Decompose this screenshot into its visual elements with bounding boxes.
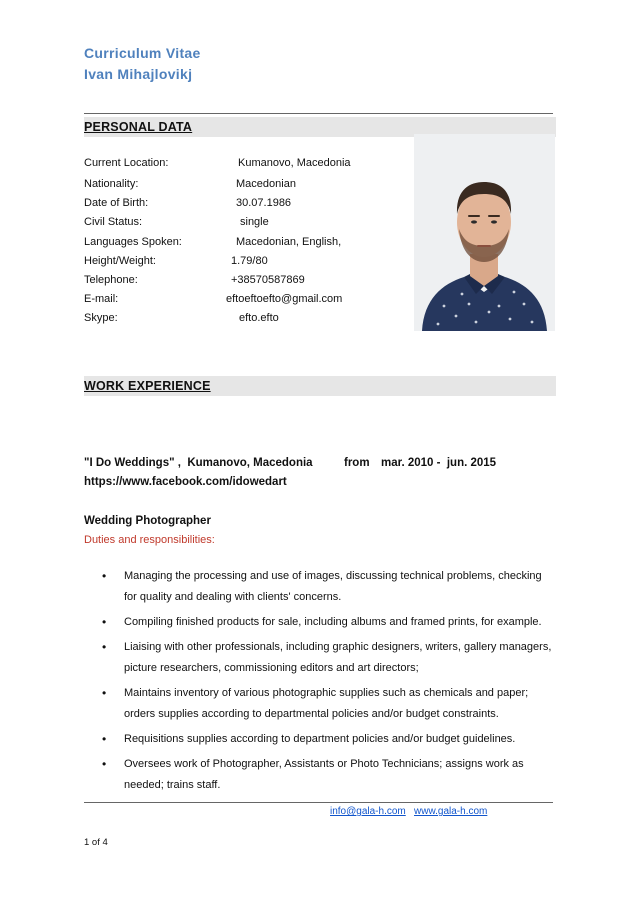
value-location: Kumanovo, Macedonia [238, 157, 351, 169]
list-item: • Liaising with other professionals, including graphic designers, writers, gallery managers, picture researchers, commissioning editors and art directors; [84, 637, 554, 679]
value-height-weight: 1.79/80 [231, 255, 268, 267]
footer-email-link[interactable]: info@gala-h.com [330, 806, 406, 817]
list-item: • Maintains inventory of various photographic supplies such as chemicals and paper; orders supplies according to departmental policies and/or budget constraints. [84, 683, 554, 725]
value-civil-status: single [240, 216, 269, 228]
header-divider [84, 113, 553, 114]
label-languages: Languages Spoken: [84, 236, 182, 248]
label-nationality: Nationality: [84, 178, 139, 190]
footer-divider [84, 802, 553, 803]
list-item: • Oversees work of Photographer, Assistants or Photo Technicians; assigns work as needed; trains staff. [84, 754, 554, 796]
value-birth-date: 30.07.1986 [236, 197, 292, 209]
personal-data-heading: PERSONAL DATA [84, 120, 193, 134]
list-item: • Requisitions supplies according to department policies and/or budget guidelines. [84, 729, 554, 750]
person-name: Ivan Mihajlovikj [84, 66, 193, 82]
cv-title: Curriculum Vitae [84, 45, 201, 61]
value-nationality: Macedonian [236, 178, 296, 190]
label-telephone: Telephone: [84, 274, 138, 286]
value-telephone: +38570587869 [231, 274, 305, 286]
label-location: Current Location: [84, 157, 169, 169]
company-line: "I Do Weddings" , Kumanovo, Macedonia [84, 457, 313, 469]
duties-list [84, 566, 554, 800]
from-label: from [344, 457, 370, 469]
company-url: https://www.facebook.com/idowedart [84, 476, 287, 488]
value-languages: Macedonian, English, [236, 236, 342, 248]
value-skype: efto.efto [239, 312, 279, 324]
label-skype: Skype: [84, 312, 118, 324]
profile-photo [414, 134, 555, 331]
work-experience-heading: WORK EXPERIENCE [84, 379, 211, 393]
label-email: E-mail: [84, 293, 119, 305]
label-birth-date: Date of Birth: [84, 197, 149, 209]
duties-label: Duties and responsibilities: [84, 534, 215, 546]
label-civil-status: Civil Status: [84, 216, 143, 228]
label-height-weight: Height/Weight: [84, 255, 156, 267]
profile-photo-illustration [414, 134, 555, 331]
employment-period: mar. 2010 - jun. 2015 [381, 457, 497, 469]
list-item: • Managing the processing and use of images, discussing technical problems, checking for quality and dealing with clients' concerns. [84, 566, 554, 608]
page-number: 1 of 4 [84, 837, 108, 848]
footer-website-link[interactable]: www.gala-h.com [414, 806, 488, 817]
job-position: Wedding Photographer [84, 515, 211, 527]
value-email: eftoeftoefto@gmail.com [226, 293, 343, 305]
list-item: • Compiling finished products for sale, including albums and framed prints, for example. [84, 612, 554, 633]
